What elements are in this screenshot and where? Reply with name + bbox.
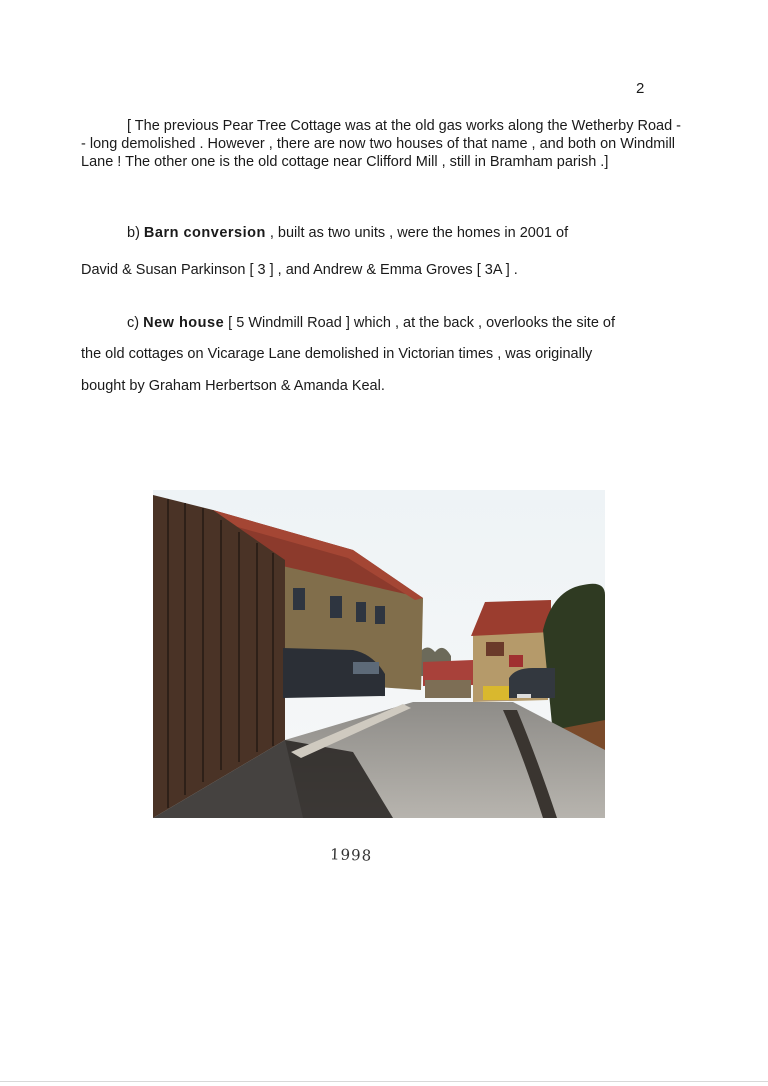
photo-year-caption: 1998 (329, 845, 373, 865)
paragraph-pear-tree-cottage (81, 117, 681, 171)
new-house-line-2: the old cottages on Vicarage Lane demolished in Victorian times , was originally (81, 346, 593, 362)
pear-tree-text: [ The previous Pear Tree Cottage was at the old gas works along the Wetherby Road -- long demolished . However , there are now two houses of that name , and both on Windmill Lane ! The other one is the old cottage near Clifford Mill , still in Bramham parish .] (81, 118, 681, 170)
barn-conversion-heading: Barn conversion (143, 225, 266, 241)
new-house-line-1 (81, 314, 615, 332)
new-house-line-1-text: [ 5 Windmill Road ] which , at the back , overlooks the site of (224, 315, 616, 331)
scan-edge-line (0, 1081, 768, 1082)
barn-prefix: b) (127, 225, 144, 241)
barn-conversion-line-1 (81, 224, 568, 242)
new-house-line-3: bought by Graham Herbertson & Amanda Keal. (81, 378, 385, 394)
newhouse-prefix: c) (127, 315, 144, 331)
barn-conversion-line-2: David & Susan Parkinson [ 3 ] , and Andrew & Emma Groves [ 3A ] . (81, 262, 518, 278)
page-number: 2 (636, 80, 645, 97)
barn-line-1-text: , built as two units , were the homes in 2001 of (265, 225, 569, 241)
barn-conversion-photo (153, 490, 605, 818)
new-house-heading: New house (143, 315, 225, 331)
